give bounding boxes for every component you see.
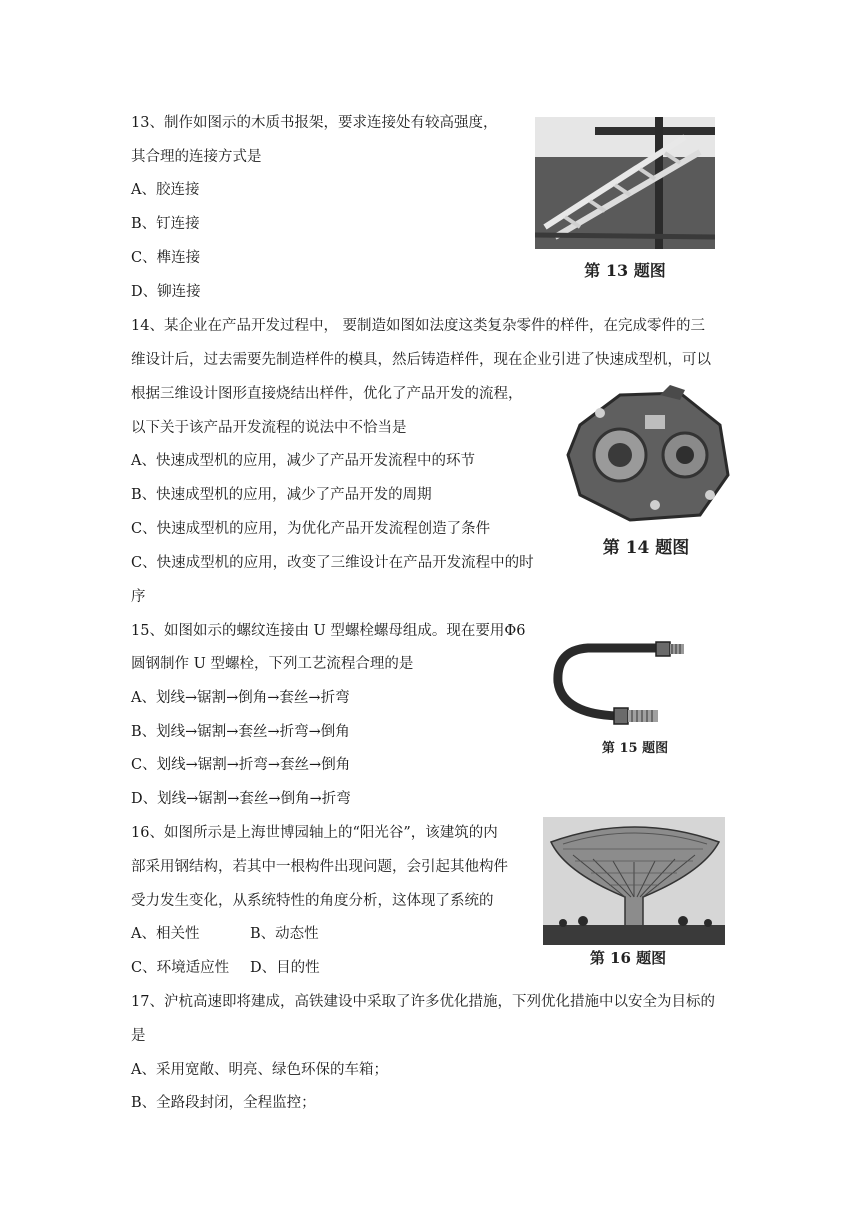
q14-option-a: A、快速成型机的应用，减少了产品开发流程中的环节 (131, 453, 475, 469)
q15-option-b: B、划线→锯割→套丝→折弯→倒角 (131, 724, 350, 740)
q13-option-c: C、榫连接 (131, 250, 201, 266)
q16-caption: 第 16 题图 (589, 949, 667, 967)
q14-option-d-cont: 序 (131, 589, 146, 605)
q17-option-b: B、全路段封闭，全程监控； (131, 1095, 316, 1111)
q15-stem-line-2: 圆钢制作 U 型螺栓，下列工艺流程合理的是 (131, 656, 414, 672)
q17-stem-line-1: 17、沪杭高速即将建成，高铁建设中采取了许多优化措施，下列优化措施中以安全为目标的 (131, 994, 715, 1010)
q13-option-b: B、钉连接 (131, 216, 200, 232)
q14-option-b: B、快速成型机的应用，减少了产品开发的周期 (131, 487, 432, 503)
q15-stem-line-1: 15、如图如示的螺纹连接由 U 型螺栓螺母组成。现在要用Φ6 (131, 623, 526, 639)
q14-stem-line-2: 维设计后，过去需要先制造样件的模具，然后铸造样件，现在企业引进了快速成型机，可以 (131, 352, 711, 368)
q15-option-a: A、划线→锯割→倒角→套丝→折弯 (131, 690, 350, 706)
q14-stem-line-1: 14、某企业在产品开发过程中， 要制造如图如法度这类复杂零件的样件，在完成零件的三 (131, 318, 706, 334)
q13-option-d: D、铆连接 (131, 284, 201, 300)
q16-option-c: C、环境适应性 (131, 960, 230, 976)
q16-option-b: B、动态性 (250, 926, 319, 942)
q13-stem-line-1: 13、制作如图示的木质书报架，要求连接处有较高强度， (131, 115, 498, 131)
q15-option-d: D、划线→锯割→套丝→倒角→折弯 (131, 791, 351, 807)
q16-stem-line-2: 部采用钢结构，若其中一根构件出现问题，会引起其他构件 (131, 859, 508, 875)
q14-option-d: C、快速成型机的应用，改变了三维设计在产品开发流程中的时 (131, 555, 534, 571)
q13-caption: 第 13 题图 (584, 261, 666, 280)
q14-figure-cast-part (560, 385, 732, 525)
q16-option-d: D、目的性 (250, 960, 320, 976)
q16-stem-line-3: 受力发生变化，从系统特性的角度分析，这体现了系统的 (131, 893, 494, 909)
q17-option-a: A、采用宽敞、明亮、绿色环保的车箱； (131, 1062, 388, 1078)
q13-stem-line-2: 其合理的连接方式是 (131, 149, 262, 165)
q14-stem-line-4: 以下关于该产品开发流程的说法中不恰当是 (131, 420, 407, 436)
q16-option-a: A、相关性 (131, 926, 200, 942)
q15-figure-u-bolt (548, 630, 688, 730)
q14-caption: 第 14 题图 (602, 538, 690, 558)
q16-figure-sun-valley (543, 817, 725, 945)
q13-option-a: A、胶连接 (131, 182, 200, 198)
q13-figure-bookrack (535, 117, 715, 249)
q15-caption: 第 15 题图 (601, 741, 669, 756)
q14-option-c: C、快速成型机的应用，为优化产品开发流程创造了条件 (131, 521, 491, 537)
q16-stem-line-1: 16、如图所示是上海世博园轴上的“阳光谷”，该建筑的内 (131, 825, 498, 841)
q15-option-c: C、划线→锯割→折弯→套丝→倒角 (131, 757, 351, 773)
q17-stem-line-2: 是 (131, 1028, 146, 1044)
q14-stem-line-3: 根据三维设计图形直接烧结出样件，优化了产品开发的流程， (131, 386, 523, 402)
